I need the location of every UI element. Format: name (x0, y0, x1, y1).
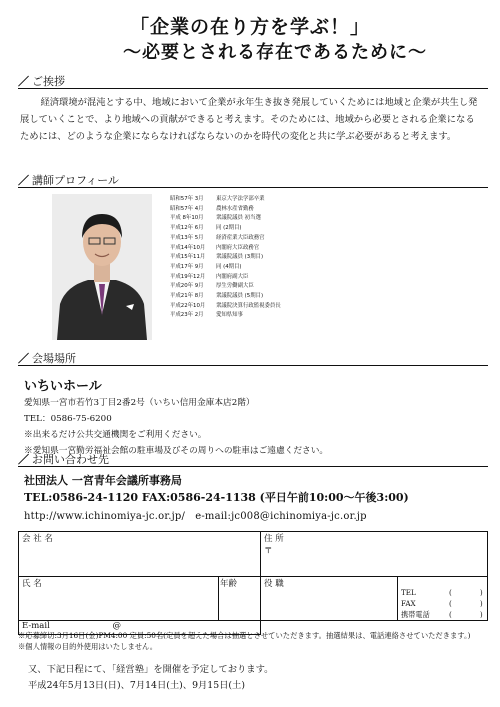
deadline-note: ※応募締切:3月16日(金)PM4:00 定員:50名(定員を超えた場合は抽選とさせていただきます。抽選結果は、電話連絡させていただきます。) (18, 631, 471, 640)
history-row: 平成12年 6月 同 (2期目) (170, 225, 242, 232)
email-field[interactable]: E-mail @ (19, 621, 261, 635)
history-row: 平成15年11月 衆議院議員 (3期目) (170, 254, 264, 261)
history-row: 平成13年 5月 経済産業大臣政務官 (170, 234, 265, 241)
history-row: 平成17年 9月 同 (4期目) (170, 263, 242, 270)
slash-icon: ／ (18, 174, 29, 187)
contact-telfax: TEL:0586-24-1120 FAX:0586-24-1138 (平日午前10:00～午後3:00) (24, 491, 409, 504)
slash-icon: ／ (18, 352, 29, 365)
privacy-note: ※個人情報の目的外使用はいたしません。 (18, 642, 158, 651)
age-field[interactable]: 年齢 (218, 577, 260, 621)
tel-line: TEL ( ) (401, 588, 483, 597)
lecturer-photo (52, 194, 152, 340)
contact-org: 社団法人 一宮青年会議所事務局 (24, 474, 182, 487)
schedule-intro: 又、下記日程にて、「経営塾」を開催を予定しております。 (28, 664, 274, 675)
form-row-company (19, 532, 488, 577)
website-link[interactable]: http://www.ichinomiya-jc.or.jp/ (24, 511, 186, 522)
lecturer-portrait-icon (52, 194, 152, 340)
history-row: 平成14年10月 内閣府大臣政務官 (170, 244, 260, 251)
email-link[interactable]: e-mail:jc008@ichinomiya-jc.or.jp (195, 511, 367, 522)
history-row: 平成21年 8月 衆議院議員 (5期目) (170, 293, 264, 300)
history-row: 平成 8年10月 衆議院議員 初当選 (170, 215, 261, 222)
contact-block (24, 472, 409, 506)
name-field[interactable]: 氏 名 (19, 577, 219, 621)
history-row: 平成23年 2月 愛知県知事 (170, 312, 243, 319)
form-notes (18, 630, 471, 652)
application-form (18, 531, 488, 635)
form-row-name (19, 577, 488, 621)
fax-line: FAX ( ) (401, 599, 483, 608)
venue-tel: TEL：0586-75-6200 (24, 414, 112, 424)
slash-icon: ／ (18, 453, 29, 466)
address-field[interactable]: 住 所 〒 (261, 532, 488, 577)
page-subtitle: ～必要とされる存在であるために～ (123, 42, 427, 63)
venue-details (24, 395, 328, 459)
phone-fields[interactable] (398, 577, 488, 621)
greeting-body: 経済環境が混沌とする中、地域において企業が永年生き抜き発展していくためには地域と企業が共生し発展していくことで、より地域への貢献ができると考えます。そのためには、地域から必要とされる企業になるためには、どのような企業にならなければならないのかを時代の変化と共に学ぶ必要があると考えます。 (20, 97, 478, 142)
contact-heading: ／ お問い合わせ先 (18, 451, 488, 467)
mobile-line: 携帯電話 ( ) (401, 610, 483, 619)
page-title: 「企業の在り方を学ぶ！」 (129, 16, 370, 38)
history-row: 昭和57年 4月 農林水産省勤務 (170, 205, 254, 212)
contact-links (24, 511, 367, 522)
venue-note: ※愛知県一宮勤労福祉会館の駐車場及びその周りへの駐車はご遠慮ください。 (24, 446, 329, 456)
profile-heading: ／ 講師プロフィール (18, 172, 488, 188)
profile-history (170, 195, 281, 321)
history-row: 平成19年12月 内閣府副大臣 (170, 273, 249, 280)
venue-heading: ／ 会場場所 (18, 350, 488, 366)
schedule-footer (28, 662, 273, 694)
history-row: 平成20年 9月 厚生労働副大臣 (170, 283, 254, 290)
history-row: 昭和57年 3月 東京大学法学部卒業 (170, 196, 265, 202)
schedule-dates: 平成24年5月13日(日)、7月14日(土)、9月15日(土) (28, 680, 245, 691)
slash-icon: ／ (18, 75, 29, 88)
greeting-heading: ／ ご挨拶 (18, 73, 488, 89)
position-field[interactable]: 役 職 (261, 577, 398, 621)
history-row: 平成22年10月 衆議院決算行政監視委員長 (170, 302, 281, 309)
company-field[interactable]: 会 社 名 (19, 532, 261, 577)
venue-note: ※出来るだけ公共交通機関をご利用ください。 (24, 430, 207, 440)
venue-address: 愛知県一宮市若竹3丁目2番2号（いちい信用金庫本店2階） (24, 398, 255, 408)
venue-name: いちいホール (24, 379, 102, 394)
